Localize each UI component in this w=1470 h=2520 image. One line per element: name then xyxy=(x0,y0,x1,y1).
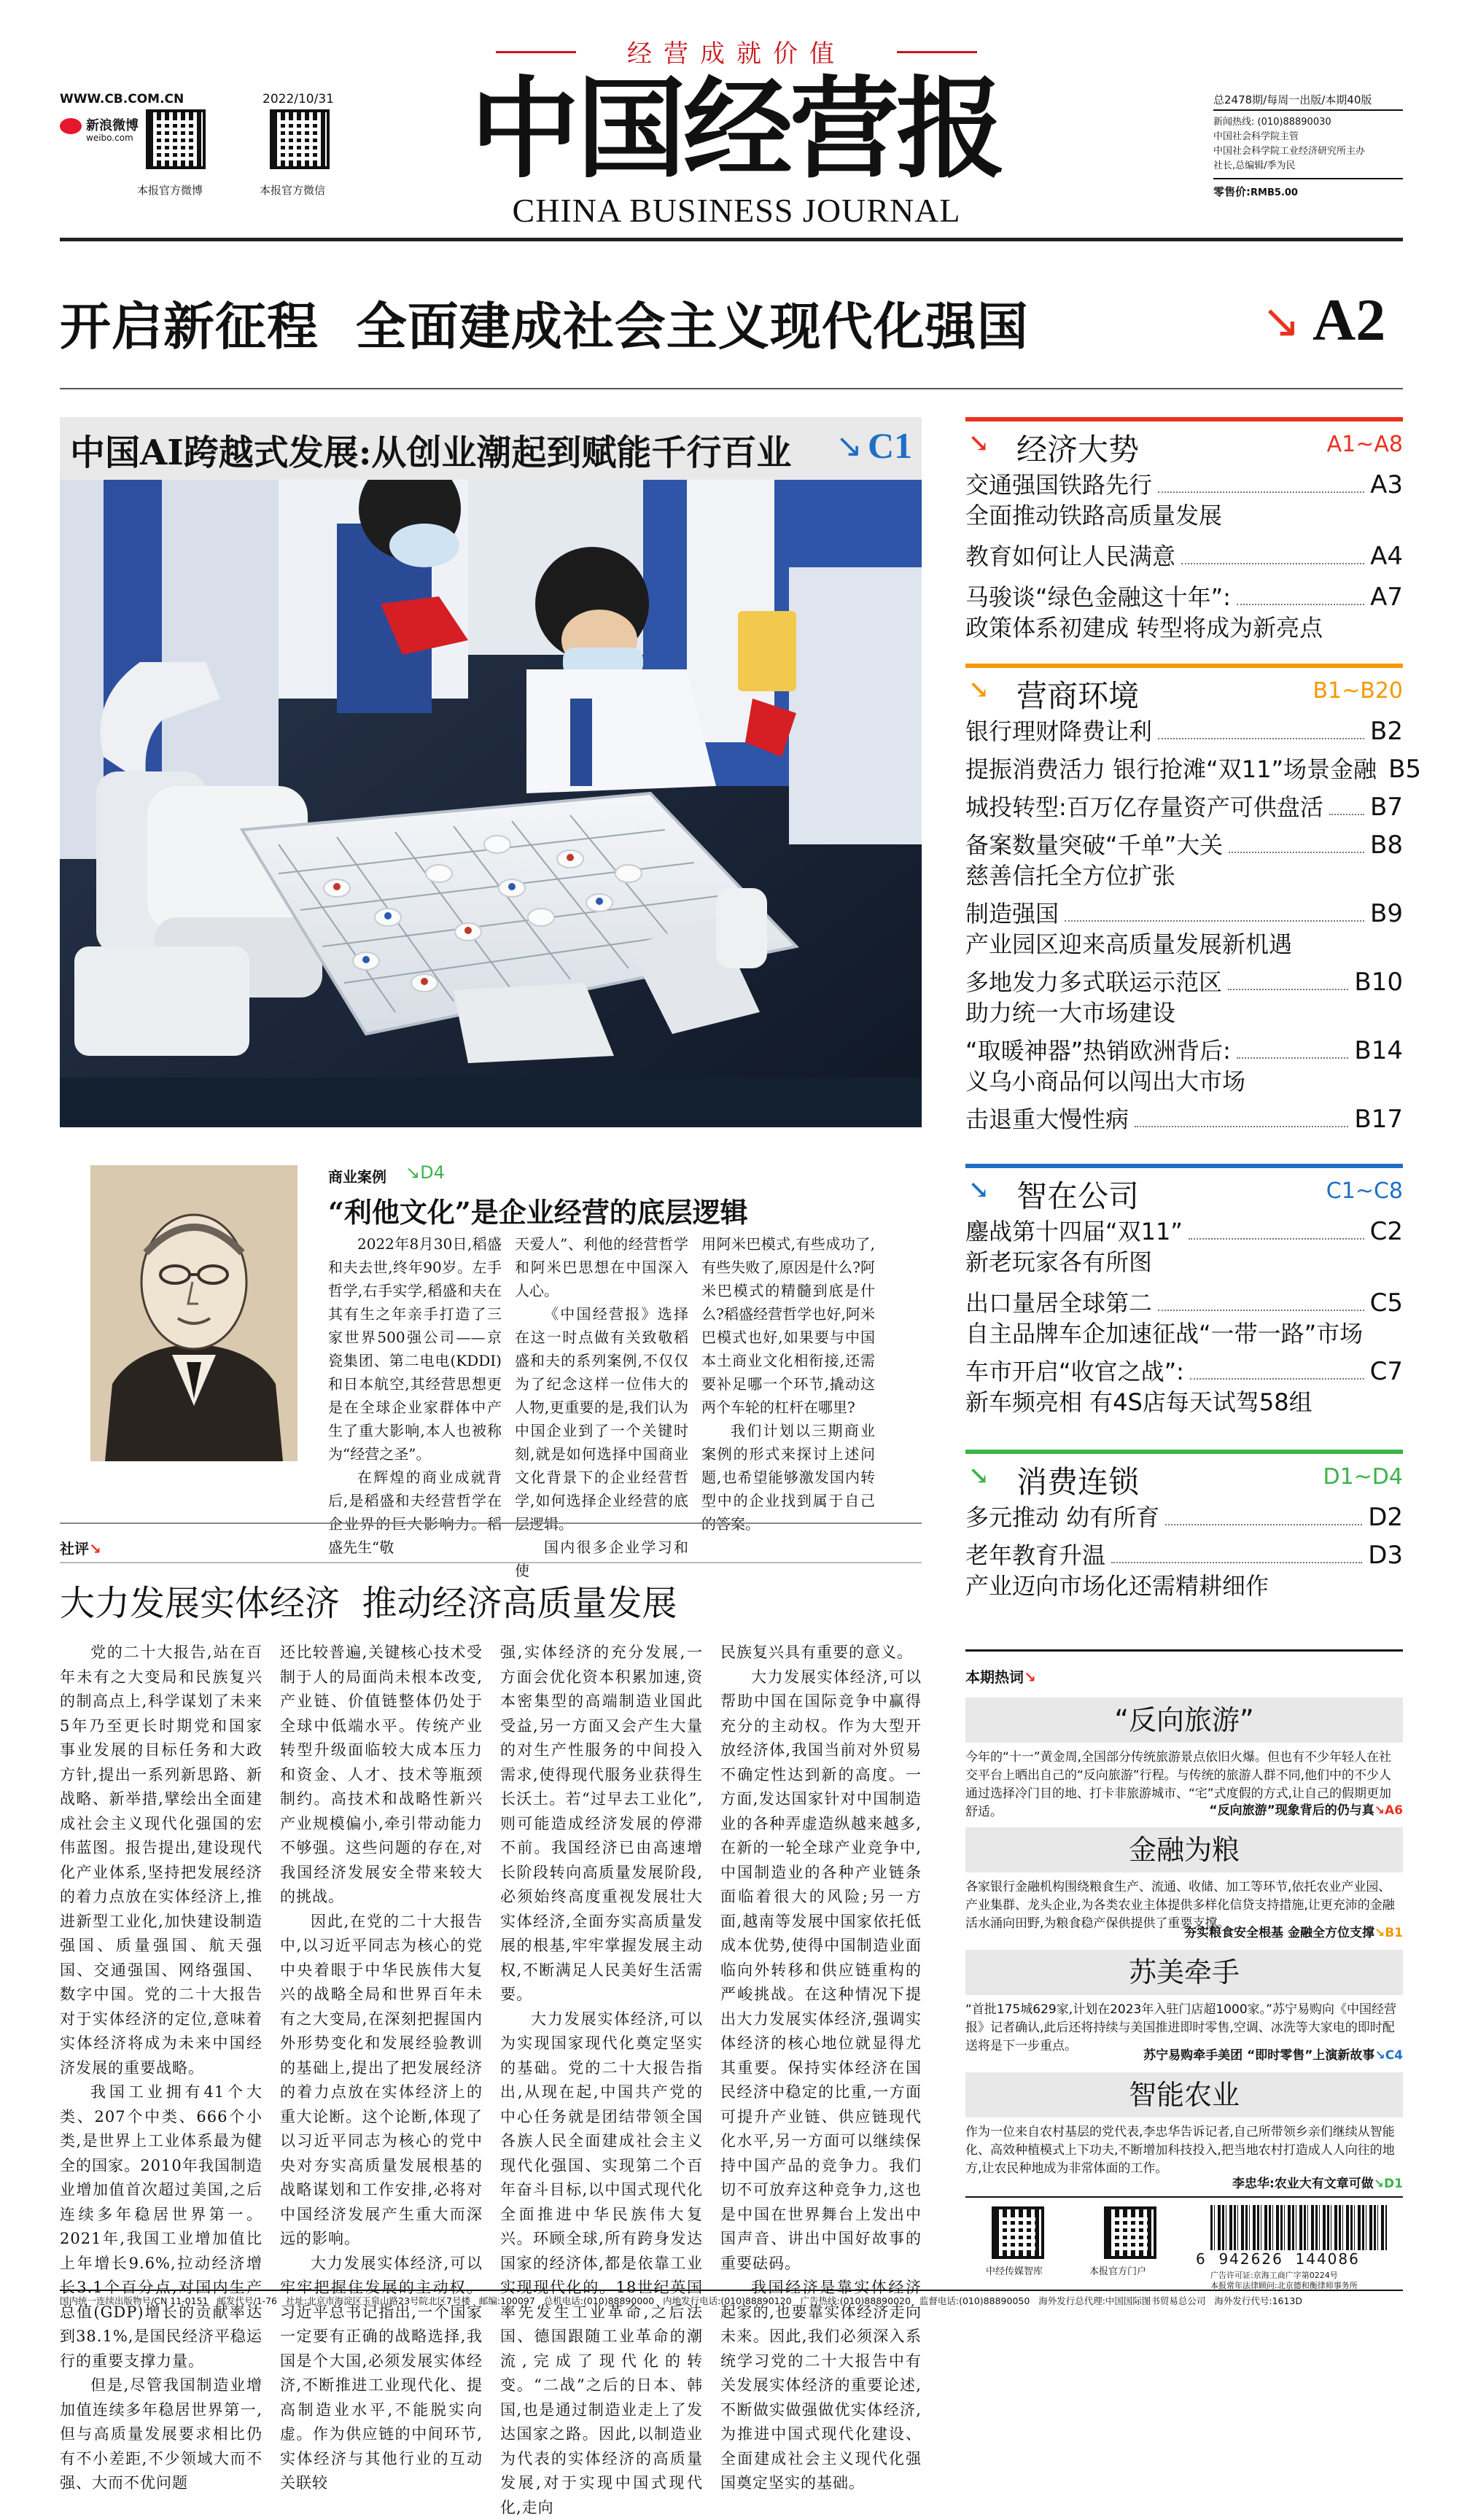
editorial-col4-p2: 大力发展实体经济,可以帮助中国在国际竞争中赢得充分的主动权。作为大型开放经济体,我国当前对外贸易不确定性达到新的高度。一方面,发达国家针对中国制造业的各种弄虚造纵越来越多,在新的一轮全球产业竞争中,中国制造业的各种产业链条面临着很大的风险;另一方面,越南等发展中国家依托低成本优势,使得中国制造业面临向外转移和供应链重构的严峻挑战。在这种情况下提出大力发展实体经济,强调实体经济的核心地位就显得尤其重要。保持实体经济在国民经济中稳定的比重,一方面可提升产业链、供应链现代化水平,另一方面可以继续保持中国产品的竞争力。我们切不可放弃这种竞争力,这也是中国在世界舞台上发出中国声音、讲出中国好故事的重要砝码。 xyxy=(720,1665,922,2276)
toc-item[interactable] xyxy=(965,967,1403,1028)
toc-economy-range: A1~A8 xyxy=(1327,432,1403,457)
hot-word-title: 苏美牵手 xyxy=(965,1950,1403,1995)
toc-item-page: A7 xyxy=(1370,582,1403,612)
toc-item-line1: 老年教育升温 xyxy=(965,1540,1105,1571)
toc-item-line2: 全面推动铁路高质量发展 xyxy=(965,500,1403,531)
feature-header[interactable] xyxy=(60,417,922,480)
toc-item-line2: 自主品牌车企加速征战“一带一路”市场 xyxy=(965,1318,1403,1349)
hot-bottom-rule xyxy=(965,2196,1403,2198)
editorial-label xyxy=(60,1537,101,1558)
feature-title: 中国AI跨越式发展:从创业潮起到赋能千行百业 xyxy=(70,424,791,475)
weibo-qr-code[interactable] xyxy=(146,109,206,169)
toc-item-page: B5 xyxy=(1388,754,1421,785)
weibo-logo-sub: weibo.com xyxy=(86,133,133,143)
editorial-col1-p3: 但是,尽管我国制造业增加值连续多年稳居世界第一,但与高质量发展要求相比仍有不小差距,不少领域大而不强、大而不优问题 xyxy=(60,2373,262,2496)
sponsor-1: 中国社会科学院主管 xyxy=(1213,130,1299,144)
toc-economy-title: 经济大势 xyxy=(1016,426,1139,470)
hot-word-body: 作为一位来自农村基层的党代表,李忠华告诉记者,自己所带领乡亲们继续从智能化、高效种植模式上下功夫,不断增加科技投入,把当地农村打造成人人向往的地方,让农民种地成为非常体面的工作。 xyxy=(965,2123,1403,2178)
case-col3-p2: 我们计划以三期商业案例的形式来探讨上述问题,也希望能够激发国内转型中的企业找到属于自己的答案。 xyxy=(701,1419,875,1536)
arrow-down-right-icon: ↘ xyxy=(89,1540,101,1558)
toc-item-line1: 备案数量突破“千单”大关 xyxy=(965,830,1223,860)
toc-item[interactable] xyxy=(965,1035,1403,1097)
editorial-col2-p2: 因此,在党的二十大报告中,以习近平同志为核心的党中央着眼于中华民族伟大复兴的战略全局和世界百年未有之大变局,在深刻把握国内外形势变化和发展经验教训的基础上,提出了把发展经济的着力点放在实体经济上的重大论断。这个论断,体现了以习近平同志为核心的党中央对夯实高质量发展根基的战略谋划和工作安排,必将对中国经济发展产生重大而深远的影响。 xyxy=(280,1910,483,2252)
toc-item-page: B14 xyxy=(1354,1035,1403,1066)
toc-business-environment xyxy=(965,664,1403,1135)
toc-item[interactable] xyxy=(965,541,1403,572)
toc-consumer-chains-header[interactable] xyxy=(965,1450,1403,1498)
arrow-down-right-icon: ↘ xyxy=(968,1175,989,1205)
wechat-qr-label: 本报官方微信 xyxy=(260,182,325,198)
retail-price-value: RMB5.00 xyxy=(1251,187,1298,198)
arrow-down-right-icon: ↘ xyxy=(1374,1803,1385,1818)
toc-smart-companies xyxy=(965,1164,1403,1418)
masthead-slogan: 经营成就价值 xyxy=(583,34,890,69)
hot-word-title: 智能农业 xyxy=(965,2072,1403,2118)
hot-word-ref-page: A6 xyxy=(1385,1803,1403,1818)
case-ref-page: D4 xyxy=(420,1162,445,1183)
masthead xyxy=(0,0,1470,241)
arrow-down-right-icon: ↘ xyxy=(968,1461,989,1490)
editorial-col2-p3: 大力发展实体经济,可以牢牢把握住发展的主动权。习近平总书记指出,一个国家一定要有正确的战略选择,我国是个大国,必须发展实体经济,不断推进工业现代化、提高制造业水平,不能脱实向虚。作为供应链的中间环节,实体经济与其他行业的互动关联较 xyxy=(280,2252,483,2496)
toc-leader xyxy=(1158,491,1364,493)
editorial-label-text: 社评 xyxy=(60,1540,89,1558)
barcode-number: 6 942626 144086 xyxy=(1196,2250,1360,2268)
hot-word-ref-page: D1 xyxy=(1384,2177,1403,2191)
toc-leader xyxy=(1158,1310,1364,1311)
hot-word-body: 各家银行金融机构围绕粮食生产、流通、收储、加工等环节,依托农业产业园、产业集群、龙头企业,为各类农业主体提供多样化信贷支持措施,让更充沛的金融活水涌向田野,为粮食稳产保供提供了重要支撑。 xyxy=(965,1878,1403,1933)
toc-business-environment-header[interactable] xyxy=(965,664,1403,712)
toc-item-line1: 银行理财降费让利 xyxy=(965,716,1152,747)
weibo-eye-icon xyxy=(60,118,82,134)
case-column-2 xyxy=(515,1232,688,1582)
toc-item[interactable] xyxy=(965,716,1403,747)
case-col2-p1: 天爱人”、利他的经营哲学和阿米巴思想在中国深入人心。 xyxy=(515,1232,688,1302)
editorial-col1-p1: 党的二十大报告,站在百年未有之大变局和民族复兴的制高点上,科学谋划了未来5年乃至更长时期党和国家事业发展的目标任务和大政方针,提出一系列新思路、新战略、新举措,擘绘出全面建成社会主义现代化强国的宏伟蓝图。报告提出,建设现代化产业体系,坚持把发展经济的着力点放在实体经济上,推进新型工业化,加快建设制造强国、质量强国、航天强国、交通强国、网络强国、数字中国。党的二十大报告对于实体经济的定位,意味着实体经济将成为未来中国经济发展的重要战略。 xyxy=(60,1641,262,2080)
feature-ref: C1 xyxy=(868,424,912,467)
arrow-down-right-icon: ↘ xyxy=(1024,1668,1036,1686)
hot-words-label-text: 本期热词 xyxy=(965,1668,1024,1686)
hot-word-ref-text: 李忠华:农业大有文章可做 xyxy=(1232,2177,1374,2191)
toc-item-line2: 新车频亮相 有4S店每天试驾58组 xyxy=(965,1387,1403,1418)
hot-word-title: 金融为粮 xyxy=(965,1827,1403,1872)
toc-item[interactable] xyxy=(965,792,1403,822)
weibo-qr-label: 本报官方微博 xyxy=(137,182,203,198)
editorial-title-rule xyxy=(60,1562,922,1563)
toc-item-page: A4 xyxy=(1370,541,1403,572)
case-column-3 xyxy=(701,1232,875,1536)
arrow-down-right-icon: ↘ xyxy=(405,1162,420,1183)
toc-item[interactable] xyxy=(965,754,1403,785)
toc-leader xyxy=(1165,1524,1362,1525)
toc-item-line1: 提振消费活力 银行抢滩“双11”场景金融 xyxy=(965,754,1377,785)
editorial-column-4 xyxy=(720,1641,922,2496)
toc-leader xyxy=(1237,604,1364,605)
lead-headline-ref[interactable] xyxy=(1261,290,1403,356)
issue-date: 2022/10/31 xyxy=(262,92,334,106)
toc-item-line1: 车市开启“收官之战”: xyxy=(965,1356,1184,1387)
feature-photo xyxy=(60,480,922,1127)
slogan-rule-right xyxy=(897,51,977,53)
toc-item-page: C2 xyxy=(1370,1216,1403,1247)
toc-item[interactable] xyxy=(965,1288,1403,1349)
toc-leader xyxy=(1135,1126,1348,1127)
toc-leader xyxy=(1229,852,1364,853)
toc-item-page: D3 xyxy=(1368,1540,1403,1571)
toc-item-line1: 击退重大慢性病 xyxy=(965,1104,1129,1135)
case-column-1 xyxy=(328,1232,502,1559)
toc-economy xyxy=(965,417,1403,643)
toc-leader xyxy=(1237,1057,1348,1059)
toc-business-environment-title: 营商环境 xyxy=(1016,672,1139,716)
toc-economy-header[interactable] xyxy=(965,417,1403,465)
toc-smart-companies-range: C1~C8 xyxy=(1326,1178,1403,1204)
editorial-col3-p1: 强,实体经济的充分发展,一方面会优化资本积累加速,资本密集型的高端制造业国此受益,另一方面又会产生大量的对生产性服务的中间投入需求,使得现代服务业获得生长沃土。若“过早去工业化”,则可能造成经济发展的停滞不前。我国经济已由高速增长阶段转向高质量发展阶段,必须始终高度重视发展壮大实体经济,全面夯实高质量发展的根基,牢牢掌握发展主动权,不断满足人民美好生活需要。 xyxy=(500,1641,703,2007)
weibo-logo-text: 新浪微博 xyxy=(86,115,139,134)
arrow-down-right-icon: ↘ xyxy=(968,429,989,458)
toc-item-line2: 政策体系初建成 转型将成为新亮点 xyxy=(965,612,1403,643)
editorial-column-1 xyxy=(60,1641,262,2496)
toc-item-page: A3 xyxy=(1370,470,1403,500)
case-ref[interactable] xyxy=(405,1162,445,1183)
legal-counsel: 本报常年法律顾问:北京德和衡律师事务所 xyxy=(1210,2279,1358,2291)
retail-price-label: 零售价: xyxy=(1213,185,1251,198)
masthead-subtitle: CHINA BUSINESS JOURNAL xyxy=(467,191,1006,230)
arrow-down-right-icon: ↘ xyxy=(1374,2177,1384,2191)
toc-consumer-chains xyxy=(965,1450,1403,1601)
editorial-col4-p3: 我国经济是靠实体经济起家的,也要靠实体经济走向未来。因此,我们必须深入系统学习党的二十大报告中有关发展实体经济的重要论述,不断做实做强做优实体经济,为推进中国式现代化建设、全面建成社会主义现代化强国奠定坚实的基础。 xyxy=(720,2276,922,2496)
case-portrait xyxy=(90,1165,298,1461)
arrow-down-right-icon: ↘ xyxy=(836,427,863,464)
editorial-column-3 xyxy=(500,1641,703,2520)
toc-item-line2: 助力统一大市场建设 xyxy=(965,998,1403,1028)
case-col2-p3: 国内很多企业学习和使 xyxy=(515,1536,688,1582)
toc-leader xyxy=(1329,814,1364,815)
toc-item-line1: 多地发力多式联运示范区 xyxy=(965,967,1222,998)
toc-item[interactable] xyxy=(965,470,1403,531)
toc-consumer-chains-range: D1~D4 xyxy=(1323,1464,1403,1490)
toc-item-line1: 制造强国 xyxy=(965,898,1059,929)
toc-item-line1: 教育如何让人民满意 xyxy=(965,541,1175,572)
hot-word-ref[interactable] xyxy=(965,2173,1403,2191)
toc-leader xyxy=(1111,1562,1362,1563)
editorial-col3-p2: 大力发展实体经济,可以为实现国家现代化奠定坚实的基础。党的二十大报告指出,从现在起,中国共产党的中心任务就是团结带领全国各族人民全面建成社会主义现代化强国、实现第二个百年奋斗目标,以中国式现代化全面推进中华民族伟大复兴。环顾全球,所有跨身发达国家的经济体,都是依靠工业实现现代化的。18世纪英国率先发生工业革命,之后法国、德国跟随工业革命的潮流,完成了现代化的转变。“二战”之后的日本、韩国,也是通过制造业走上了发达国家之路。因此,以制造业为代表的实体经济的高质量发展,对于实现中国式现代化,走向 xyxy=(500,2007,703,2520)
toc-leader xyxy=(1158,738,1364,739)
toc-smart-companies-title: 智在公司 xyxy=(1016,1172,1139,1216)
masthead-bottom-rule xyxy=(60,238,1403,241)
toc-item-page: B8 xyxy=(1370,830,1403,860)
editorial-col2-p1: 还比较普遍,关键核心技术受制于人的局面尚未根本改变,产业链、价值链整体仍处于全球中低端水平。传统产业转型升级面临较大成本压力和资金、人才、技术等瓶颈制约。高技术和战略性新兴产业规模偏小,牵引带动能力不够强。这些问题的存在,对我国经济发展安全带来较大的挑战。 xyxy=(280,1641,483,1910)
think-tank-qr-code[interactable] xyxy=(992,2206,1044,2259)
arrow-down-right-icon: ↘ xyxy=(1374,2048,1385,2063)
toc-leader xyxy=(1181,563,1364,564)
toc-item-line1: 城投转型:百万亿存量资产可供盘活 xyxy=(965,792,1323,822)
hot-word-ref-text: “反向旅游”现象背后的仍与真 xyxy=(1209,1803,1374,1818)
toc-item-page: B2 xyxy=(1370,716,1403,747)
hot-word-ref[interactable] xyxy=(965,1922,1403,1940)
case-col3-p1: 用阿米巴模式,有些成功了,有些失败了,原因是什么?阿米巴模式的精髓到底是什么?稻盛经营哲学也好,阿米巴模式也好,如果要与中国本土商业文化相衔接,还需要补足哪一个环节,撬动这两个车轮的杠杆在哪里? xyxy=(701,1232,875,1419)
slogan-rule-left xyxy=(496,51,576,53)
toc-item-page: C5 xyxy=(1370,1288,1403,1318)
hot-word-ref-text: 苏宁易购牵手美团 “即时零售”上演新故事 xyxy=(1143,2048,1374,2063)
hot-word-body: “首批175城629家,计划在2023年入驻门店超1000家。”苏宁易购向《中国经营报》记者确认,此后还将持续与美国推进即时零售,空调、冰洗等大家电的即时配送将是下一步重点。 xyxy=(965,2001,1403,2056)
toc-item-line2: 慈善信托全方位扩张 xyxy=(965,860,1403,891)
editorial-col1-p2: 我国工业拥有41个大类、207个中类、666个小类,是世界上工业体系最为健全的国家。2010年我国制造业增加值首次超过美国,之后连续多年稳居世界第一。2021年,我国工业增加值比上年增长9.6%,拉动经济增长3.1个百分点,对国内生产总值(GDP)增长的贡献率达到38.1%,是国民经济平稳运行的重要支撑力量。 xyxy=(60,2080,262,2373)
masthead-title: 中国经营报 xyxy=(467,67,1006,191)
portal-qr-code[interactable] xyxy=(1104,2206,1156,2259)
toc-item-page: B17 xyxy=(1354,1104,1403,1135)
toc-smart-companies-header[interactable] xyxy=(965,1164,1403,1212)
toc-item[interactable] xyxy=(965,1502,1403,1533)
hot-word-ref[interactable] xyxy=(965,2045,1403,2063)
hot-word-ref-page: C4 xyxy=(1385,2048,1403,2063)
hot-word-ref-page: B1 xyxy=(1385,1926,1403,1940)
toc-item-line1: 出口量居全球第二 xyxy=(965,1288,1152,1318)
case-rule xyxy=(60,1522,922,1524)
website-link[interactable]: WWW.CB.COM.CN xyxy=(60,92,184,106)
toc-item-line2: 产业园区迎来高质量发展新机遇 xyxy=(965,929,1403,960)
retail-price xyxy=(1213,184,1298,199)
footer-info: 国内统一连续出版物号/CN 11-0151 邮发代号/1-76 社址:北京市海淀区玉泉山路23号院北区7号楼 邮编:100097 总机电话:(010)88890000 内地发行电话:(010)88890120 广告热线:(010)88890020 监督电话:(010)88890050 海外发行总代理:中国国际图书贸易总公司 海外发行代号:1613D xyxy=(60,2294,1403,2307)
toc-item[interactable] xyxy=(965,830,1403,891)
hot-words-rule xyxy=(965,1649,1403,1652)
toc-item-line2: 产业迈向市场化还需精耕细作 xyxy=(965,1571,1403,1601)
editor-in-chief: 社长,总编辑/季为民 xyxy=(1213,159,1296,174)
wechat-qr-code[interactable] xyxy=(270,109,330,169)
toc-item[interactable] xyxy=(965,1356,1403,1418)
toc-item[interactable] xyxy=(965,898,1403,960)
toc-leader xyxy=(1228,989,1348,990)
toc-item[interactable] xyxy=(965,1216,1403,1278)
toc-item-page: D2 xyxy=(1368,1502,1403,1533)
toc-item-page: B7 xyxy=(1370,792,1403,822)
toc-item-line2: 义乌小商品何以闯出大市场 xyxy=(965,1066,1403,1097)
barcode xyxy=(1210,2205,1387,2250)
news-hotline: 新闻热线: (010)88890030 xyxy=(1213,115,1331,130)
toc-item-line1: 鏖战第十四届“双11” xyxy=(965,1216,1183,1247)
toc-item-page: C7 xyxy=(1370,1356,1403,1387)
toc-leader xyxy=(1065,920,1364,922)
toc-item[interactable] xyxy=(965,1104,1403,1135)
editorial-column-2 xyxy=(280,1641,483,2496)
toc-item-page: B10 xyxy=(1354,967,1403,998)
hot-word-ref-text: 夯实粮食安全根基 金融全方位支撑 xyxy=(1184,1926,1374,1940)
hot-word-ref[interactable] xyxy=(965,1800,1403,1818)
toc-item[interactable] xyxy=(965,582,1403,643)
editorial-col4-p1: 民族复兴具有重要的意义。 xyxy=(720,1641,922,1665)
sponsor-2: 中国社会科学院工业经济研究所主办 xyxy=(1213,144,1365,159)
portal-qr-label: 本报官方门户 xyxy=(1089,2263,1146,2277)
toc-item-line1: “取暖神器”热销欧洲背后: xyxy=(965,1035,1231,1066)
hot-word-body: 今年的“十一”黄金周,全国部分传统旅游景点依旧火爆。但也有不少年轻人在社交平台上晒出自己的“反向旅游”行程。与传统的旅游人群不同,他们中的不少人通过选择冷门目的地、打卡非旅游城市、“宅”式度假的方式,让自己的假期更加舒适。 xyxy=(965,1749,1403,1821)
photo-children-playing-chess-with-robot xyxy=(60,480,922,1127)
issue-info: 总2478期/每周一出版/本期40版 xyxy=(1213,92,1372,107)
toc-item-page: B9 xyxy=(1370,898,1403,929)
headline-rule xyxy=(60,388,1403,389)
lead-headline[interactable]: 开启新征程 全面建成社会主义现代化强国 xyxy=(60,286,1029,359)
hot-word-title: “反向旅游” xyxy=(965,1698,1403,1743)
ad-license: 广告许可证:京海工商广字第0224号 xyxy=(1210,2269,1338,2281)
hot-words-label xyxy=(965,1665,1036,1687)
toc-leader xyxy=(1190,1378,1364,1380)
editorial-title[interactable]: 大力发展实体经济 推动经济高质量发展 xyxy=(60,1575,677,1625)
case-col1-p1: 2022年8月30日,稻盛和夫去世,终年90岁。左手哲学,右手实学,稻盛和夫在其有生之年亲手打造了三家世界500强公司——京瓷集团、第二电电(KDDI)和日本航空,其经营思想更是在全球企业家群体中产生了重大影响,本人也被称为“经营之圣”。 xyxy=(328,1232,502,1466)
lead-headline-page: A2 xyxy=(1312,286,1385,354)
masthead-info-rule xyxy=(1213,109,1403,111)
case-title[interactable]: “利他文化”是企业经营的底层逻辑 xyxy=(328,1190,748,1230)
masthead-info-rule-2 xyxy=(1213,178,1403,179)
toc-item-line2: 新老玩家各有所图 xyxy=(965,1247,1403,1278)
toc-leader xyxy=(1189,1238,1364,1240)
case-label: 商业案例 xyxy=(328,1165,386,1186)
think-tank-qr-label: 中经传媒智库 xyxy=(986,2263,1043,2277)
toc-item-line1: 交通强国铁路先行 xyxy=(965,470,1152,500)
footer-rule xyxy=(60,2290,1403,2291)
toc-item[interactable] xyxy=(965,1540,1403,1601)
toc-item-line1: 多元推动 幼有所育 xyxy=(965,1502,1159,1533)
toc-consumer-chains-title: 消费连锁 xyxy=(1016,1458,1139,1502)
case-col1-p2: 在辉煌的商业成就背后,是稻盛和夫经营哲学在企业界的巨大影响力。稻盛先生“敬 xyxy=(328,1466,502,1559)
toc-business-environment-range: B1~B20 xyxy=(1312,678,1403,704)
toc-item-line1: 马骏谈“绿色金融这十年”: xyxy=(965,582,1231,612)
arrow-down-right-icon: ↘ xyxy=(1374,1926,1385,1940)
portrait-illustration xyxy=(90,1165,298,1461)
case-col2-p2: 《中国经营报》选择在这一时点做有关致敬稻盛和夫的系列案例,不仅仅为了纪念这样一位伟大的人物,更重要的是,我们认为中国企业到了一个关键时刻,就是如何选择中国商业文化背景下的企业经营哲学,如何选择企业经营的底层逻辑。 xyxy=(515,1302,688,1536)
arrow-down-right-icon: ↘ xyxy=(968,675,989,704)
arrow-down-right-icon: ↘ xyxy=(1261,296,1301,347)
